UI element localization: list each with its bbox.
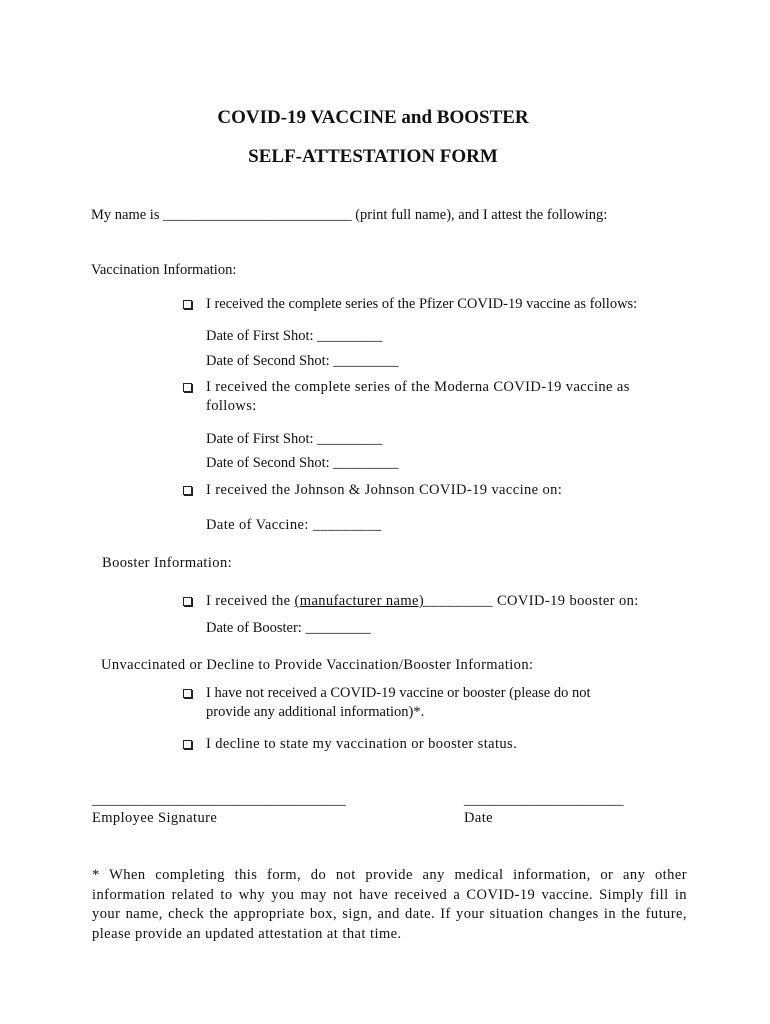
form-title: COVID-19 VACCINE and BOOSTER <box>217 107 529 128</box>
not-received-label: I have not received a COVID-19 vaccine or booster (please do not <box>206 685 591 701</box>
pfizer-first-shot-field[interactable]: Date of First Shot: _________ <box>206 328 383 344</box>
pfizer-second-shot-field[interactable]: Date of Second Shot: _________ <box>206 353 399 369</box>
booster-date-field[interactable]: Date of Booster: _________ <box>206 620 371 636</box>
not-received-label-cont: provide any additional information)*. <box>206 704 425 720</box>
vaccination-header: Vaccination Information: <box>91 262 237 278</box>
moderna-option-label-cont: follows: <box>206 398 257 414</box>
unvaccinated-header: Unvaccinated or Decline to Provide Vaccination/Booster Information: <box>101 657 534 673</box>
date-label: Date <box>464 810 493 826</box>
pfizer-checkbox[interactable] <box>183 300 192 309</box>
booster-header: Booster Information: <box>102 555 233 571</box>
booster-label-suffix: _________ COVID-19 booster on: <box>424 593 639 609</box>
signature-label: Employee Signature <box>92 810 218 826</box>
signature-line[interactable]: ___________________________________ <box>92 792 346 808</box>
moderna-option-label: I received the complete series of the Moderna COVID-19 vaccine as <box>206 379 630 395</box>
booster-option-label <box>206 593 639 610</box>
name-statement: My name is __________________________ (print full name), and I attest the following: <box>91 207 608 223</box>
jj-date-field[interactable]: Date of Vaccine: _________ <box>206 517 382 533</box>
moderna-checkbox[interactable] <box>183 383 192 392</box>
not-received-checkbox[interactable] <box>183 689 192 698</box>
jj-option-label: I received the Johnson & Johnson COVID-19 vaccine on: <box>206 482 563 498</box>
booster-manufacturer-field[interactable]: (manufacturer name) <box>294 593 425 609</box>
date-line[interactable]: ______________________ <box>464 792 624 808</box>
pfizer-option-label: I received the complete series of the Pfizer COVID-19 vaccine as follows: <box>206 296 638 312</box>
jj-checkbox[interactable] <box>183 486 192 495</box>
booster-checkbox[interactable] <box>183 597 192 606</box>
moderna-second-shot-field[interactable]: Date of Second Shot: _________ <box>206 455 399 471</box>
booster-label-prefix: I received the <box>206 593 295 609</box>
moderna-first-shot-field[interactable]: Date of First Shot: _________ <box>206 431 383 447</box>
footnote: * When completing this form, do not provide any medical information, or any other information related to why you may not have received a COVID-19 vaccine. Simply fill in your name, check the appropriate box, sign, and date. If your situation changes in the future, please provide an updated attestation at that time. <box>92 867 687 942</box>
decline-checkbox[interactable] <box>183 740 192 749</box>
form-subtitle: SELF-ATTESTATION FORM <box>248 146 498 167</box>
decline-label: I decline to state my vaccination or booster status. <box>206 736 518 752</box>
